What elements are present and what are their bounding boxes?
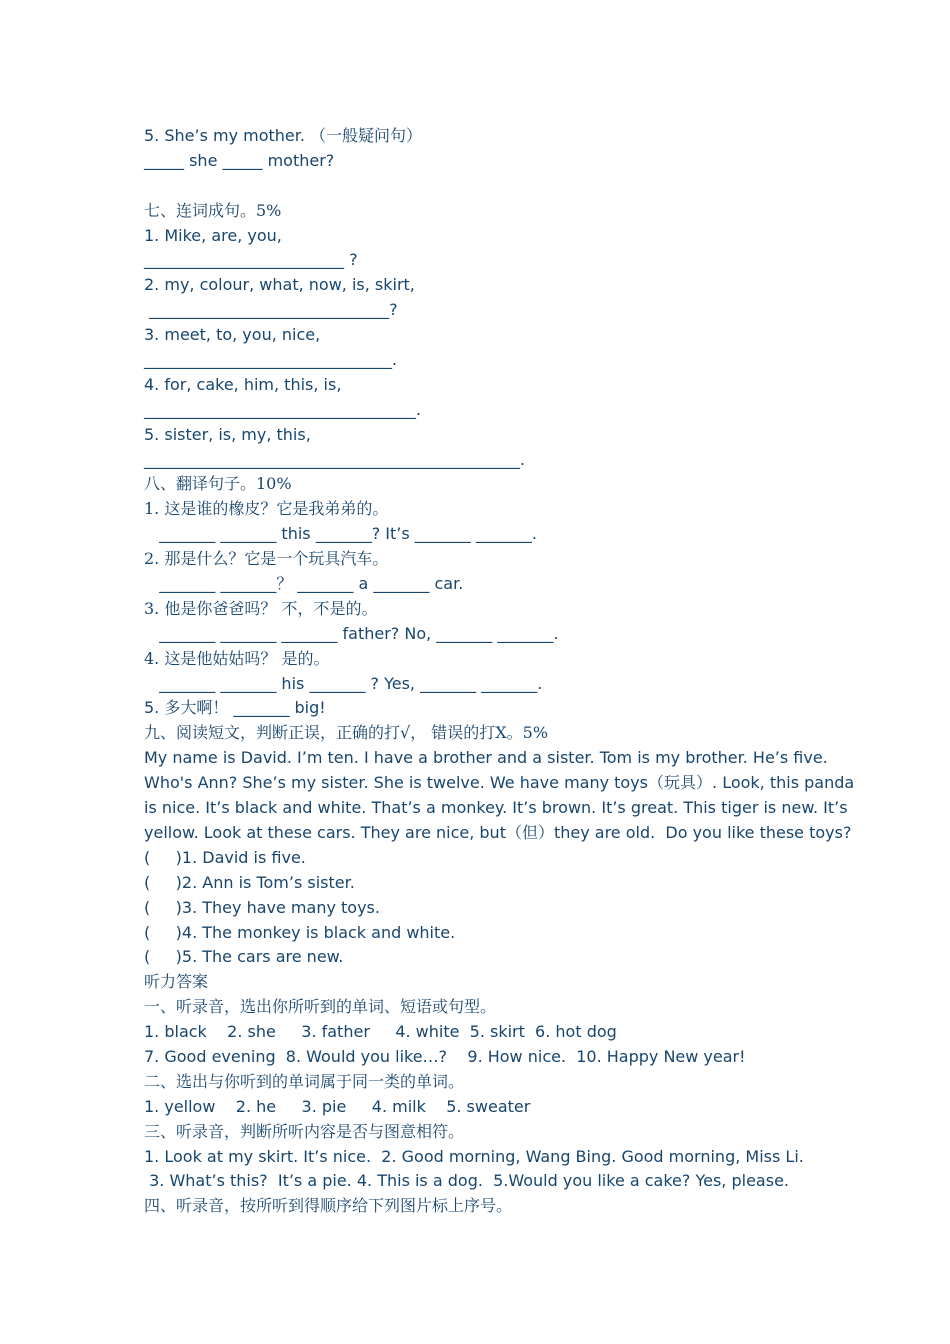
text-line: 1. Mike, are, you, [144,225,282,245]
answer-blank: __________________________________. [144,399,422,419]
answer-blank: _______ _______ _______ father? No, _______ _______. [144,623,559,643]
section-heading: 九、阅读短文，判断正误，正确的打√， 错误的打X。5% [144,723,549,743]
section-heading: 二、选出与你听到的单词属于同一类的单词。 [144,1071,465,1091]
section-heading: 三、听录音，判断所听内容是否与图意相符。 [144,1121,465,1141]
answer-line: 1. Look at my skirt. It’s nice. 2. Good morning, Wang Bing. Good morning, Miss Li. [144,1146,804,1166]
judgement-item: ( )1. David is five. [144,847,306,867]
text-line: 5. She’s my mother. （一般疑问句） [144,126,423,145]
blank-line [144,174,824,199]
answer-line: 7. Good evening 8. Would you like…? 9. How nice. 10. Happy New year! [144,1046,746,1066]
section-heading: 四、听录音，按所听到得顺序给下列图片标上序号。 [144,1196,513,1216]
judgement-item: ( )4. The monkey is black and white. [144,922,456,942]
judgement-item: ( )5. The cars are new. [144,947,344,967]
passage-line: Who's Ann? She’s my sister. She is twelve. We have many toys（玩具）. Look, this panda [144,773,855,793]
section-heading: 听力答案 [144,972,209,992]
answer-blank: _______________________________. [144,350,398,370]
passage-line: My name is David. I’m ten. I have a brother and a sister. Tom is my brother. He’s five. [144,748,828,768]
answer-blank: _______ _______ his _______ ? Yes, _______ _______. [144,673,543,693]
answer-line: 1. yellow 2. he 3. pie 4. milk 5. sweater [144,1096,531,1116]
section-heading: 七、连词成句。5% [144,200,282,220]
judgement-item: ( )3. They have many toys. [144,897,380,917]
passage-line: yellow. Look at these cars. They are nice, but（但）they are old. Do you like these toys? [144,822,852,842]
text-line: 5. 多大啊！ _______ big! [144,698,326,718]
answer-blank: ______________________________? [144,300,398,320]
text-line: 3. 他是你爸爸吗？ 不，不是的。 [144,598,378,618]
answer-line: 3. What’s this? It’s a pie. 4. This is a dog. 5.Would you like a cake? Yes, please. [144,1171,789,1191]
text-line: 2. my, colour, what, now, is, skirt, [144,275,415,295]
text-line: _____ she _____ mother? [144,150,335,170]
passage-line: is nice. It’s black and white. That’s a monkey. It’s brown. It’s great. This tiger is new. It’s [144,798,848,818]
worksheet-text [144,124,855,1219]
text-line: 4. for, cake, him, this, is, [144,374,342,394]
text-line: 5. sister, is, my, this, [144,424,311,444]
text-line: 4. 这是他姑姑吗？ 是的。 [144,648,330,668]
section-heading: 八、翻译句子。10% [144,474,292,494]
answer-blank: _______ _______ this _______? It’s _______ _______. [144,524,537,544]
section-heading: 一、听录音，选出你所听到的单词、短语或句型。 [144,997,497,1017]
answer-blank: _______ _______？ _______ a _______ car. [144,574,464,594]
text-line: 1. 这是谁的橡皮？它是我弟弟的。 [144,499,389,519]
text-line: 2. 那是什么？它是一个玩具汽车。 [144,549,389,569]
answer-blank: _________________________ ? [144,250,358,270]
judgement-item: ( )2. Ann is Tom’s sister. [144,872,355,892]
answer-blank: _______________________________________________. [144,449,526,469]
text-line: 3. meet, to, you, nice, [144,325,321,345]
answer-line: 1. black 2. she 3. father 4. white 5. skirt 6. hot dog [144,1022,617,1042]
